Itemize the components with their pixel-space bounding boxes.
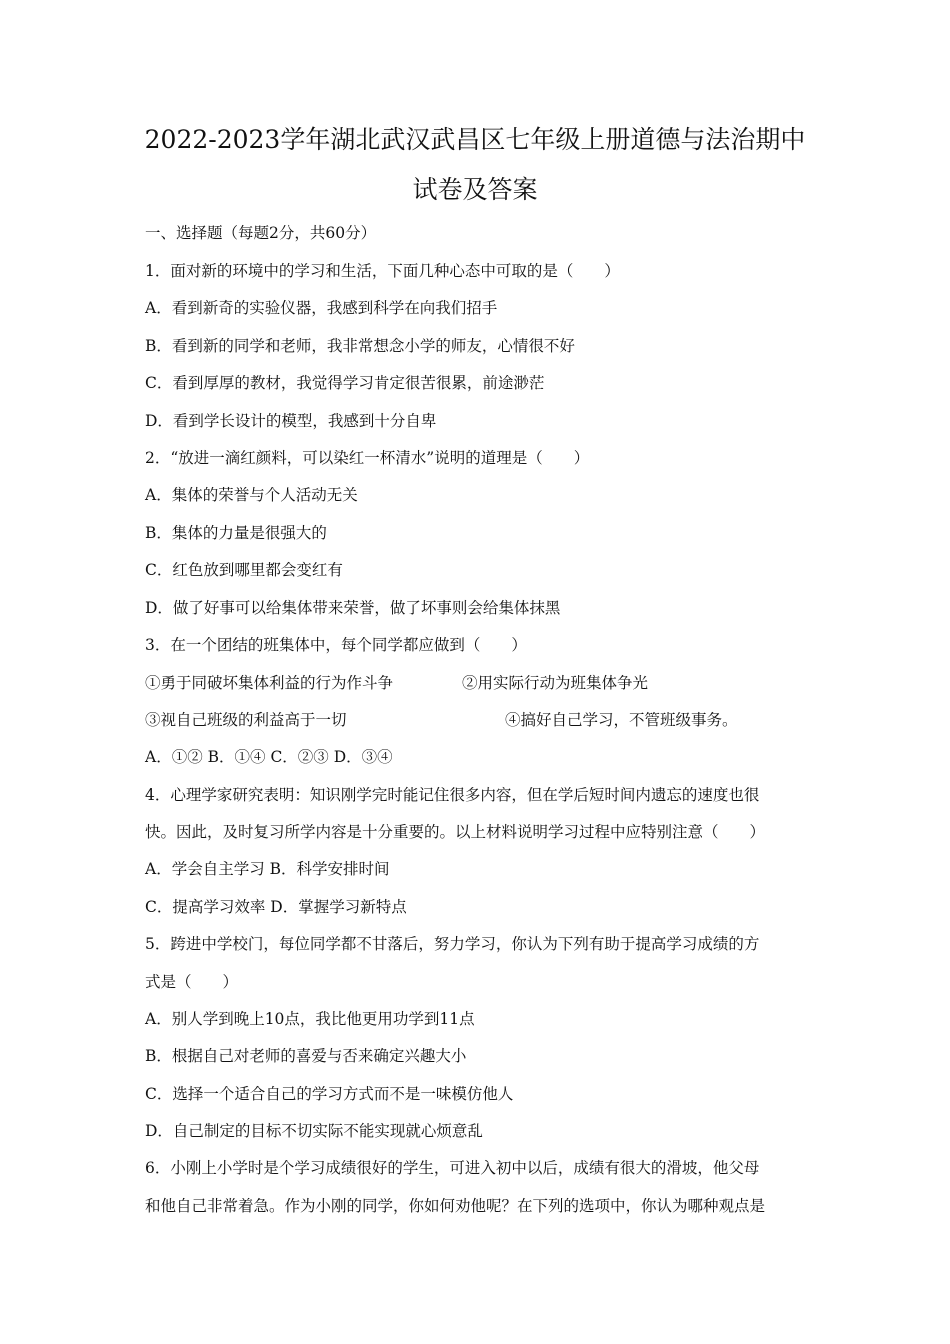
question-3-statement-2: ②用实际行动为班集体争光 (462, 674, 649, 692)
question-2-option-c: C．红色放到哪里都会变红有 (145, 561, 343, 579)
section-heading: 一、选择题（每题2分，共60分） (145, 224, 377, 242)
question-4-options-ab: A．学会自主学习 B．科学安排时间 (145, 860, 390, 878)
question-5-option-d: D．自己制定的目标不切实际不能实现就心烦意乱 (145, 1122, 483, 1140)
question-3-options: A．①② B．①④ C．②③ D．③④ (145, 748, 393, 766)
question-4-options-cd: C．提高学习效率 D．掌握学习新特点 (145, 898, 407, 916)
question-6-stem-line-1: 6．小刚上小学时是个学习成绩很好的学生，可进入初中以后，成绩有很大的滑坡，他父母 (145, 1159, 760, 1177)
question-1-option-c: C．看到厚厚的教材，我觉得学习肯定很苦很累，前途渺茫 (145, 374, 545, 392)
question-1-option-b: B．看到新的同学和老师，我非常想念小学的师友，心情很不好 (145, 337, 575, 355)
question-5-stem-line-1: 5．跨进中学校门，每位同学都不甘落后，努力学习，你认为下列有助于提高学习成绩的方 (145, 935, 760, 953)
question-1-stem: 1．面对新的环境中的学习和生活，下面几种心态中可取的是（ ） (145, 262, 620, 280)
question-3-stem: 3．在一个团结的班集体中，每个同学都应做到（ ） (145, 636, 527, 654)
question-2-option-b: B．集体的力量是很强大的 (145, 524, 327, 542)
question-2-stem: 2．“放进一滴红颜料，可以染红一杯清水”说明的道理是（ ） (145, 449, 590, 467)
question-4-stem-line-1: 4．心理学家研究表明：知识刚学完时能记住很多内容，但在学后短时间内遗忘的速度也很 (145, 786, 760, 804)
question-1-option-a: A．看到新奇的实验仪器，我感到科学在向我们招手 (145, 299, 498, 317)
document-title-line-1: 2022-2023学年湖北武汉武昌区七年级上册道德与法治期中 (144, 125, 806, 154)
question-5-stem-line-2: 式是（ ） (145, 973, 239, 991)
question-2-option-d: D．做了好事可以给集体带来荣誉，做了坏事则会给集体抹黑 (145, 599, 561, 617)
question-5-option-a: A．别人学到晚上10点，我比他更用功学到11点 (145, 1010, 475, 1028)
question-5-option-c: C．选择一个适合自己的学习方式而不是一味模仿他人 (145, 1085, 514, 1103)
question-6-stem-line-2: 和他自己非常着急。作为小刚的同学，你如何劝他呢？在下列的选项中，你认为哪种观点是 (145, 1197, 766, 1215)
question-3-statement-3: ③视自己班级的利益高于一切 (145, 711, 347, 729)
document-title-line-2: 试卷及答案 (412, 175, 538, 204)
question-3-statement-1: ①勇于同破坏集体利益的行为作斗争 (145, 674, 394, 692)
question-4-stem-line-2: 快。因此，及时复习所学内容是十分重要的。以上材料说明学习过程中应特别注意（ ） (145, 823, 766, 841)
question-3-statement-4: ④搞好自己学习，不管班级事务。 (505, 711, 738, 729)
question-1-option-d: D．看到学长设计的模型，我感到十分自卑 (145, 412, 437, 430)
question-5-option-b: B．根据自己对老师的喜爱与否来确定兴趣大小 (145, 1047, 467, 1065)
question-2-option-a: A．集体的荣誉与个人活动无关 (145, 486, 358, 504)
